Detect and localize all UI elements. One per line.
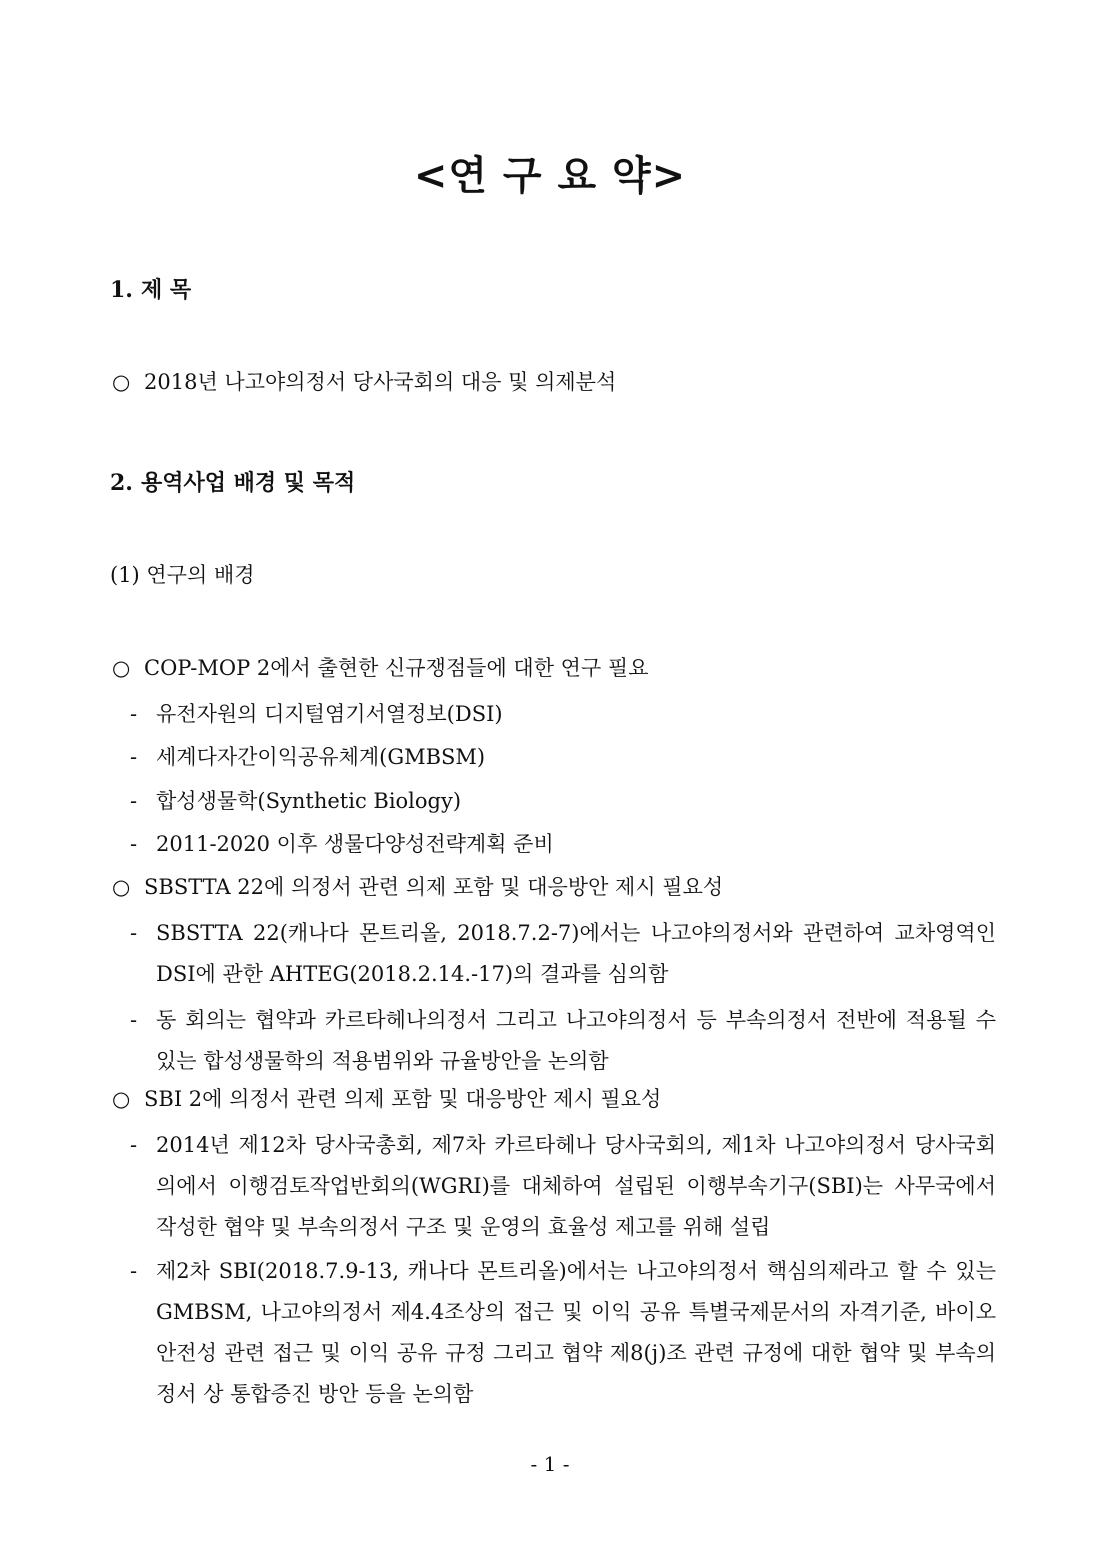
bullet-3-item	[130, 1125, 996, 1248]
bullet-1-item-text: 2011-2020 이후 생물다양성전략계획 준비	[156, 832, 554, 856]
dash-mark: -	[130, 832, 138, 856]
subsection-heading: (1) 연구의 배경	[110, 563, 255, 587]
dash-mark: -	[130, 1259, 138, 1283]
bullet-2-text: SBSTTA 22에 의정서 관련 의제 포함 및 대응방안 제시 필요성	[144, 875, 724, 899]
bullet-1-item	[130, 743, 485, 772]
bullet-2-item	[130, 913, 996, 995]
section-2-heading	[110, 466, 355, 497]
bullet-3	[112, 1085, 661, 1114]
bullet-1-item	[130, 787, 461, 816]
dash-mark: -	[130, 745, 138, 769]
bullet-3-item-text: 2014년 제12차 당사국총회, 제7차 카르타헤나 당사국회의, 제1차 나고야의정서 당사국회의에서 이행검토작업반회의(WGRI)를 대체하여 설립된 이행부속기구(SBI)는 사무국에서 작성한 협약 및 부속의정서 구조 및 운영의 효율성 제고를 위해 설립	[156, 1133, 996, 1239]
bullet-mark: ○	[112, 370, 131, 394]
bullet-2-item-text: 동 회의는 협약과 카르타헤나의정서 그리고 나고야의정서 등 부속의정서 전반에 적용될 수 있는 합성생물학의 적용범위와 규율방안을 논의함	[156, 1008, 996, 1073]
bullet-mark: ○	[112, 656, 131, 680]
section-1-title: 제 목	[140, 277, 192, 303]
bullet-mark: ○	[112, 1087, 131, 1111]
section-1-number: 1.	[110, 277, 133, 303]
dash-mark: -	[130, 1133, 138, 1157]
bullet-3-item-text: 제2차 SBI(2018.7.9-13, 캐나다 몬트리올)에서는 나고야의정서 핵심의제라고 할 수 있는 GMBSM, 나고야의정서 제4.4조상의 접근 및 이익 공유 특별국제문서의 자격기준, 바이오안전성 관련 접근 및 이익 공유 규정 그리고 협약 제8(j)조 관련 규정에 대한 협약 및 부속의정서 상 통합증진 방안 등을 논의함	[156, 1259, 996, 1406]
dash-mark: -	[130, 921, 138, 945]
section-1-heading	[110, 273, 191, 304]
page-number: - 1 -	[530, 1452, 570, 1476]
bullet-1-text: COP-MOP 2에서 출현한 신규쟁점들에 대한 연구 필요	[144, 656, 649, 680]
bullet-1-item-text: 유전자원의 디지털염기서열정보(DSI)	[156, 702, 503, 726]
section-1-item-text: 2018년 나고야의정서 당사국회의 대응 및 의제분석	[144, 370, 617, 394]
bullet-1-item-text: 합성생물학(Synthetic Biology)	[156, 789, 462, 813]
bullet-1-item	[130, 700, 503, 729]
bullet-1	[112, 654, 648, 683]
bullet-2-item-text: SBSTTA 22(캐나다 몬트리올, 2018.7.2-7)에서는 나고야의정서와 관련하여 교차영역인 DSI에 관한 AHTEG(2018.2.14.-17)의 결과를 심의함	[156, 921, 996, 986]
bullet-2	[112, 873, 723, 902]
bullet-mark: ○	[112, 875, 131, 899]
bullet-1-item	[130, 830, 554, 859]
bullet-2-item	[130, 1000, 996, 1082]
dash-mark: -	[130, 702, 138, 726]
section-2-title: 용역사업 배경 및 목적	[140, 470, 356, 496]
document-title: <연 구 요 약>	[413, 153, 687, 199]
bullet-3-item	[130, 1251, 996, 1415]
dash-mark: -	[130, 789, 138, 813]
bullet-1-item-text: 세계다자간이익공유체계(GMBSM)	[156, 745, 486, 769]
bullet-3-text: SBI 2에 의정서 관련 의제 포함 및 대응방안 제시 필요성	[144, 1087, 662, 1111]
dash-mark: -	[130, 1008, 138, 1032]
section-2-number: 2.	[110, 470, 133, 496]
section-1-item	[112, 368, 616, 397]
